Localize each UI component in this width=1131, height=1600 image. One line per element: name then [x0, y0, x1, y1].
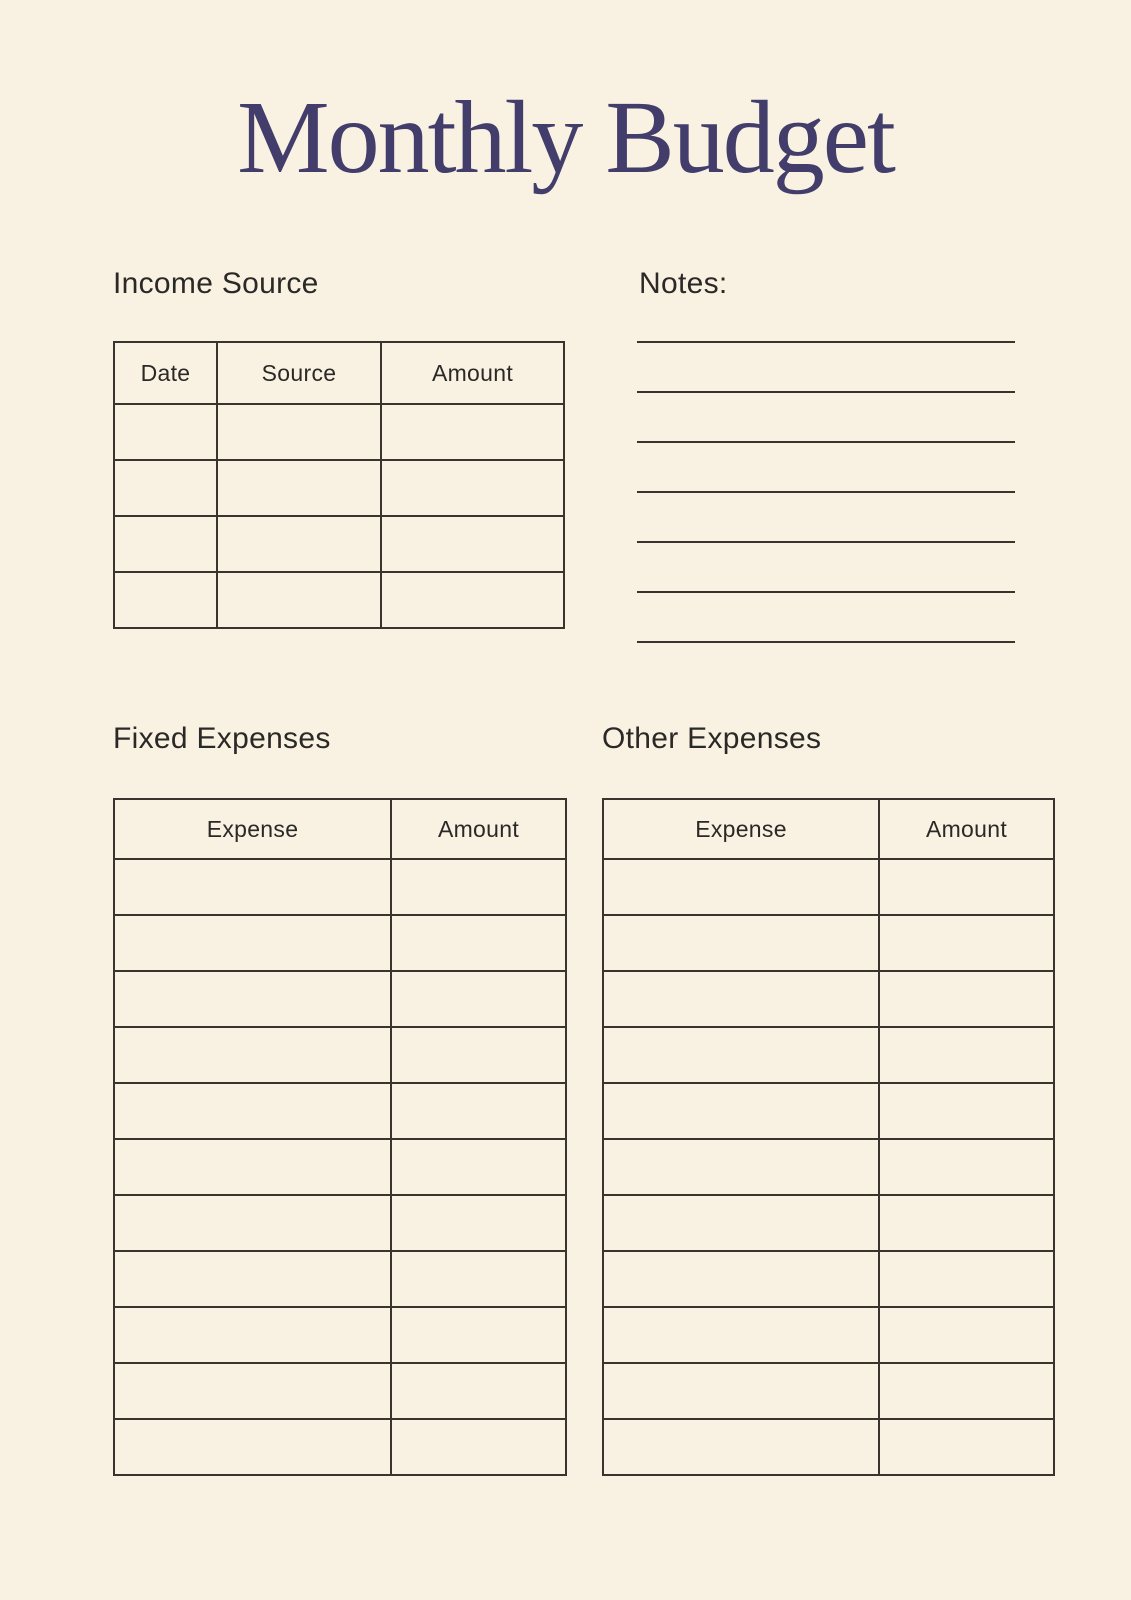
empty-cell [114, 1195, 391, 1251]
empty-cell [114, 460, 217, 516]
empty-cell [114, 516, 217, 572]
table-row [603, 1307, 1054, 1363]
column-header-date: Date [114, 342, 217, 404]
table-row [603, 1363, 1054, 1419]
empty-cell [381, 460, 564, 516]
empty-cell [879, 1083, 1054, 1139]
empty-cell [879, 1251, 1054, 1307]
fixed-expenses-heading: Fixed Expenses [113, 722, 331, 755]
note-line [637, 391, 1015, 441]
notes-heading: Notes: [639, 267, 728, 300]
table-row [114, 1307, 566, 1363]
table-row [603, 1139, 1054, 1195]
fixed-expenses-header-row [114, 799, 566, 859]
notes-lines-area [637, 341, 1015, 693]
other-expenses-heading: Other Expenses [602, 722, 822, 755]
empty-cell [114, 404, 217, 460]
empty-cell [391, 1307, 566, 1363]
note-line [637, 341, 1015, 391]
empty-cell [114, 859, 391, 915]
empty-cell [114, 1083, 391, 1139]
empty-cell [381, 404, 564, 460]
empty-cell [391, 1139, 566, 1195]
column-header-amount: Amount [879, 799, 1054, 859]
page-title: Monthly Budget [237, 80, 894, 195]
empty-cell [114, 915, 391, 971]
table-row [114, 1363, 566, 1419]
table-row [114, 1251, 566, 1307]
empty-cell [391, 1251, 566, 1307]
empty-cell [114, 1363, 391, 1419]
empty-cell [603, 1307, 879, 1363]
empty-cell [603, 1083, 879, 1139]
table-row [114, 915, 566, 971]
empty-cell [114, 572, 217, 628]
empty-cell [114, 1027, 391, 1083]
income-header-row [114, 342, 564, 404]
fixed-expenses-table [113, 798, 567, 1476]
empty-cell [391, 1195, 566, 1251]
empty-cell [879, 1419, 1054, 1475]
table-row [114, 859, 566, 915]
empty-cell [603, 1027, 879, 1083]
empty-cell [603, 859, 879, 915]
table-row [114, 1419, 566, 1475]
table-row [603, 1419, 1054, 1475]
empty-cell [114, 1251, 391, 1307]
empty-cell [217, 516, 381, 572]
empty-cell [879, 915, 1054, 971]
empty-cell [391, 1083, 566, 1139]
table-row [114, 516, 564, 572]
table-row [603, 915, 1054, 971]
empty-cell [217, 404, 381, 460]
table-row [603, 971, 1054, 1027]
empty-cell [603, 1251, 879, 1307]
column-header-source: Source [217, 342, 381, 404]
empty-cell [603, 1195, 879, 1251]
column-header-amount: Amount [391, 799, 566, 859]
column-header-amount: Amount [381, 342, 564, 404]
empty-cell [217, 572, 381, 628]
empty-cell [603, 1363, 879, 1419]
column-header-expense: Expense [603, 799, 879, 859]
table-row [603, 1251, 1054, 1307]
empty-cell [381, 516, 564, 572]
empty-cell [391, 1363, 566, 1419]
empty-cell [879, 1139, 1054, 1195]
note-line [637, 591, 1015, 641]
table-row [603, 1083, 1054, 1139]
table-row [114, 1195, 566, 1251]
table-row [603, 1195, 1054, 1251]
column-header-expense: Expense [114, 799, 391, 859]
table-row [603, 859, 1054, 915]
other-expenses-header-row [603, 799, 1054, 859]
empty-cell [879, 1027, 1054, 1083]
note-line [637, 641, 1015, 691]
empty-cell [391, 915, 566, 971]
table-row [114, 1083, 566, 1139]
empty-cell [879, 1363, 1054, 1419]
empty-cell [391, 1419, 566, 1475]
empty-cell [603, 1419, 879, 1475]
note-line [637, 441, 1015, 491]
income-source-heading: Income Source [113, 267, 319, 300]
table-row [114, 572, 564, 628]
note-line [637, 491, 1015, 541]
table-row [114, 460, 564, 516]
income-table [113, 341, 565, 629]
empty-cell [114, 1139, 391, 1195]
empty-cell [391, 859, 566, 915]
empty-cell [879, 859, 1054, 915]
table-row [114, 1139, 566, 1195]
other-expenses-table [602, 798, 1055, 1476]
empty-cell [114, 1307, 391, 1363]
empty-cell [879, 1195, 1054, 1251]
empty-cell [879, 1307, 1054, 1363]
empty-cell [879, 971, 1054, 1027]
table-row [114, 404, 564, 460]
table-row [603, 1027, 1054, 1083]
empty-cell [391, 1027, 566, 1083]
empty-cell [603, 915, 879, 971]
empty-cell [381, 572, 564, 628]
table-row [114, 971, 566, 1027]
empty-cell [114, 1419, 391, 1475]
note-line [637, 541, 1015, 591]
empty-cell [217, 460, 381, 516]
empty-cell [603, 1139, 879, 1195]
table-row [114, 1027, 566, 1083]
empty-cell [391, 971, 566, 1027]
empty-cell [114, 971, 391, 1027]
empty-cell [603, 971, 879, 1027]
